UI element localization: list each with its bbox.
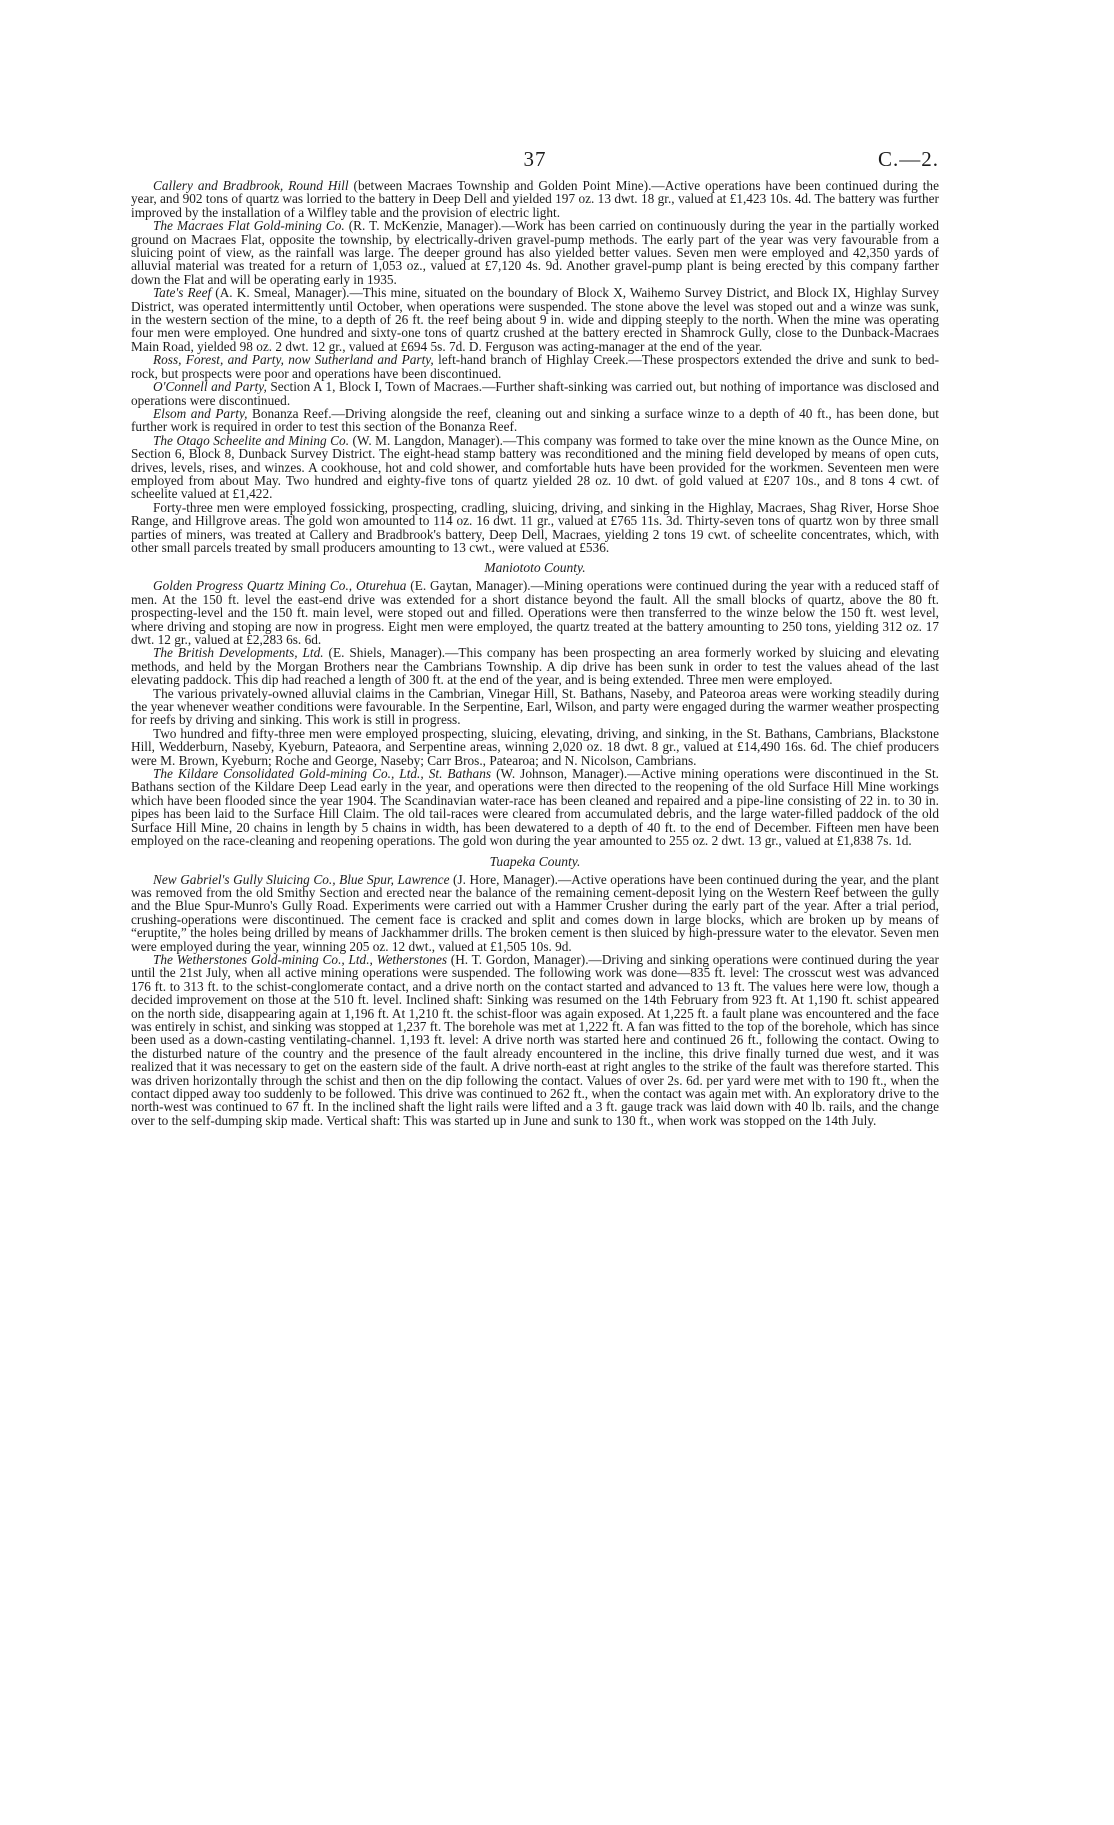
paragraph-text: (W. Johnson, Manager).—Active mining operations were discontinued in the St. Bathans section of the Kildare Deep Lead early in the year, and operations were then directed to the reopening of the old Surface Hill Mine workings which have been flooded since the year 1904. The Scandinavian water-race has been cleaned and repaired and a pipe-line consisting of 22 in. to 30 in. pipes has been laid to the Surface Hill Claim. The old tail-races were cleared from accumulated debris, and the large water-filled paddock of the old Surface Hill Mine, 20 chains in length by 5 chains in width, has been dewatered to a depth of 40 ft. to the end of December. Fifteen men have been employed on the race-cleaning and reopening operations. The gold won during the year amounted to 255 oz. 2 dwt. 13 gr., valued at £1,838 7s. 1d. — [131, 766, 939, 849]
paragraph-text: (E. Gaytan, Manager).—Mining operations were continued during the year with a reduced staff of men. At the 150 ft. level the east-end drive was extended for a short distance beyond the fault. All the small blocks of quartz, above the 80 ft. prospecting-level and the 150 ft. main level, were stoped out and filled. Operations were then transferred to the winze below the 150 ft. west level, where driving and stoping are now in progress. Eight men were employed, the quartz treated at the battery amounting to 250 tons, yielding 312 oz. 17 dwt. 12 gr., valued at £2,283 6s. 6d. — [131, 578, 939, 647]
paragraph-text: Section A 1, Block I, Town of Macraes.—Further shaft-sinking was carried out, but nothing of importance was disclosed and operations were discontinued. — [131, 379, 939, 408]
paragraph — [131, 179, 939, 219]
paragraph — [131, 407, 939, 434]
paragraph-text: (E. Shiels, Manager).—This company has been prospecting an area formerly worked by sluicing and elevating methods, and held by the Morgan Brothers near the Cambrians Township. A dip drive has been sunk in order to test the values ahead of the last elevating paddock. This dip had reached a length of 300 ft. at the end of the year, and is being extended. Three men were employed. — [131, 645, 940, 688]
section-heading: Maniototo County. — [484, 560, 586, 576]
paragraph — [131, 353, 939, 380]
paragraph-lead: Elsom and Party, — [153, 405, 248, 421]
page-header — [131, 147, 939, 179]
paragraph — [131, 646, 939, 686]
report-reference: C.—2. — [877, 147, 939, 171]
paragraph — [131, 434, 939, 501]
document-page — [131, 147, 939, 1127]
paragraph-lead: Tate's Reef — [153, 285, 212, 301]
paragraph-lead: Ross, Forest, and Party, now Sutherland and Party, — [153, 352, 434, 368]
paragraph-lead: The Kildare Consolidated Gold-mining Co., Ltd., St. Bathans — [153, 766, 492, 782]
paragraph — [131, 380, 939, 407]
paragraph-text: The various privately-owned alluvial claims in the Cambrian, Vinegar Hill, St. Bathans, Naseby, and Pateoroa areas were working steadily during the year whenever weather conditions were favourable. In the Serpentine, Earl, Wilson, and party were engaged during the warmer weather prospecting for reefs by driving and sinking. This work is still in progress. — [131, 685, 939, 728]
paragraph-text: (J. Hore, Manager).—Active operations have been continued during the year, and the plant was removed from the old Smithy Section and erected near the balance of the remaining cement-deposit lying on the Western Reef between the gully and the Blue Spur-Munro's Gully Road. Experiments were carried out with a Hammer Crusher during the early part of the year. After a trial period, crushing-operations were discontinued. The cement face is cracked and split and comes down in large blocks, which are broken up by means of “eruptite,” the holes being drilled by means of Jackhammer drills. The broken cement is then sluiced by high-pressure water to the elevator. Seven men were employed during the year, winning 205 oz. 12 dwt., valued at £1,505 10s. 9d. — [131, 871, 939, 954]
paragraph-text: Forty-three men were employed fossicking, prospecting, cradling, sluicing, driving, and sinking in the Highlay, Macraes, Shag River, Horse Shoe Range, and Hillgrove areas. The gold won amounted to 114 oz. 16 dwt. 11 gr., valued at £765 11s. 3d. Thirty-seven tons of quartz won by three small parties of miners, was treated at Callery and Bradbrook's battery, Deep Dell, Macraes, yielding 2 tons 19 cwt. of scheelite concentrates, which, with other small parcels treated by small producers amounting to 13 cwt., were valued at £536. — [131, 499, 939, 555]
paragraph-lead: Callery and Bradbrook, Round Hill — [153, 178, 349, 193]
paragraph-text: (between Macraes Township and Golden Point Mine).—Active operations have been continued during the year, and 902 tons of quartz was lorried to the battery in Deep Dell and yielded 197 oz. 13 dwt. 18 gr., valued at £1,423 10s. 4d. The battery was further improved by the installation of a Wilfley table and the provision of electric light. — [131, 178, 939, 220]
paragraph-lead: The Macraes Flat Gold-mining Co. — [153, 218, 345, 234]
paragraph-text: (A. K. Smeal, Manager).—This mine, situated on the boundary of Block X, Waihemo Survey District, and Block IX, Highlay Survey District, was operated intermittently until October, when operations were suspended. The stone above the level was stoped out and a winze was sunk, in the western section of the mine, to a depth of 26 ft. the reef being about 9 in. wide and dipping steeply to the north. When the mine was operating four men were employed. One hundred and sixty-one tons of quartz crushed at the battery erected in Shamrock Gully, close to the Dunback-Macraes Main Road, yielded 98 oz. 2 dwt. 12 gr., valued at £694 5s. 7d. D. Ferguson was acting-manager at the end of the year. — [131, 285, 939, 354]
paragraph — [131, 727, 939, 767]
section-heading: Tuapeka County. — [489, 853, 581, 869]
paragraph — [131, 687, 939, 727]
paragraph — [131, 286, 939, 353]
paragraph-text: (R. T. McKenzie, Manager).—Work has been carried on continuously during the year in the partially worked ground on Macraes Flat, opposite the township, by electrically-driven gravel-pump methods. The early part of the year was very favourable from a sluicing point of view, as the rainfall was large. The deeper ground has also yielded better values. Seven men were employed and 42,350 yards of alluvial material was treated for a return of 1,053 oz., valued at £7,120 4s. 9d. Another gravel-pump plant is being erected by this company farther down the Flat and will be operating early in 1935. — [131, 218, 939, 287]
paragraph — [131, 579, 939, 646]
paragraph-text: (W. M. Langdon, Manager).—This company was formed to take over the mine known as the Ounce Mine, on Section 6, Block 8, Dunback Survey District. The eight-head stamp battery was reconditioned and the mining field developed by means of open cuts, drives, levels, rises, and winzes. A cookhouse, hot and cold shower, and comfortable huts have been provided for the workmen. Seventeen men were employed from about May. Two hundred and eighty-five tons of quartz yielded 28 oz. 10 dwt. of gold valued at £207 10s., and 8 tons 4 cwt. of scheelite valued at £1,422. — [131, 432, 939, 502]
paragraph-lead: New Gabriel's Gully Sluicing Co., Blue Spur, Lawrence — [153, 871, 450, 887]
document-body — [131, 179, 939, 1127]
paragraph-lead: O'Connell and Party, — [153, 379, 267, 395]
paragraph — [131, 501, 939, 555]
paragraph — [131, 767, 939, 847]
paragraph-lead: The Wetherstones Gold-mining Co., Ltd., Wetherstones — [153, 951, 448, 967]
paragraph-text: (H. T. Gordon, Manager).—Driving and sinking operations were continued during the year until the 21st July, when all active mining operations were suspended. The following work was done—835 ft. level: The crosscut west was advanced 176 ft. to 313 ft. to the schist-conglomerate contact, and a drive north on the contact started and advanced to 13 ft. The values here were low, though a decided improvement on those at the 510 ft. level. Inclined shaft: Sinking was resumed on the 14th February from 923 ft. At 1,190 ft. schist appeared on the north side, disappearing again at 1,196 ft. At 1,210 ft. the schist-floor was again exposed. At 1,225 ft. a fault plane was encountered and the face was entirely in schist, and sinking was stopped at 1,237 ft. The borehole was met at 1,222 ft. A fan was fitted to the top of the borehole, which has since been used as a down-casting ventilating-channel. 1,193 ft. level: A drive north was started here and continued 26 ft., following the contact. Owing to the disturbed nature of the country and the presence of the fault already encountered in the incline, this drive finally turned due west, and it was realized that it was necessary to get on the eastern side of the fault. A drive north-east at right angles to the strike of the fault was therefore started. This was driven horizontally through the schist and then on the dip following the contact. Values of over 2s. 6d. per yard were met with to 190 ft., when the contact dipped away too suddenly to be followed. This drive was continued to 262 ft., when the contact was again met with. An exploratory drive to the north-west was continued to 67 ft. In the inclined shaft the light rails were lifted and a 3 ft. gauge track was laid down with 40 lb. rails, and the change over to the self-dumping skip made. Vertical shaft: This was started up in June and sunk to 130 ft., when work was stopped on the 14th July. — [131, 951, 939, 1128]
paragraph-text: Bonanza Reef.—Driving alongside the reef, cleaning out and sinking a surface winze to a depth of 40 ft., has been done, but further work is required in order to test this section of the Bonanza Reef. — [131, 405, 939, 435]
paragraph-lead: The Otago Scheelite and Mining Co. — [153, 432, 350, 448]
paragraph — [131, 219, 939, 286]
paragraph-text: Two hundred and fifty-three men were employed prospecting, sluicing, elevating, driving, and sinking, in the St. Bathans, Cambrians, Blackstone Hill, Wedderburn, Naseby, Kyeburn, Pateaora, and Serpentine areas, winning 2,020 oz. 18 dwt. 8 gr., valued at £14,490 16s. 6d. The chief producers were M. Brown, Kyeburn; Roche and George, Naseby; Carr Bros., Patearoa; and N. Nicolson, Cambrians. — [131, 725, 939, 768]
paragraph-lead: Golden Progress Quartz Mining Co., Oturehua — [153, 578, 407, 594]
paragraph — [131, 873, 939, 953]
paragraph-lead: The British Developments, Ltd. — [153, 645, 324, 661]
page-number: 37 — [523, 147, 547, 171]
paragraph — [131, 953, 939, 1127]
paragraph-text: left-hand branch of Highlay Creek.—These prospectors extended the drive and sunk to bed-rock, but prospects were poor and operations have been discontinued. — [131, 352, 940, 381]
